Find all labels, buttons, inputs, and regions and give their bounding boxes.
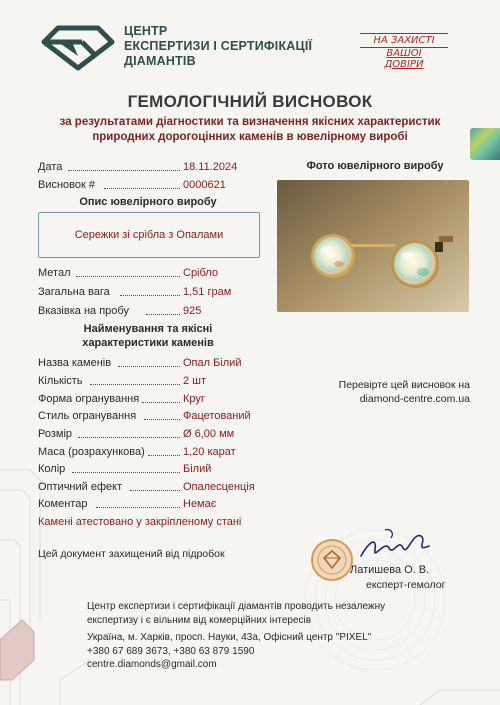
hallmark-label: Вказівка на пробу (38, 305, 129, 317)
stone-color-value: Білий (183, 463, 212, 475)
stone-shape-value: Круг (183, 393, 205, 405)
expert-role: експерт-гемолог (366, 579, 446, 591)
stone-name-value: Опал Білий (183, 357, 242, 369)
stone-comment-row (38, 497, 258, 511)
hallmark-row (38, 304, 258, 318)
stone-size-row (38, 427, 258, 441)
expert-name: Латишева О. В. (350, 564, 430, 576)
footer-line1: Центр експертизи і сертифікації діамантів проводить незалежну (87, 601, 386, 612)
stone-mass-row (38, 445, 258, 459)
org-name-line2: ЕКСПЕРТИЗИ І СЕРТИФІКАЦІЇ (124, 39, 313, 53)
weight-label: Загальна вага (38, 286, 110, 298)
stone-name-row (38, 356, 258, 370)
seal-icon (310, 538, 354, 582)
stones-heading (38, 322, 258, 350)
corner-ornament (0, 620, 34, 680)
slogan-line3: ДОВІРИ (384, 59, 424, 70)
signature (355, 522, 435, 566)
slogan-line1: НА ЗАХИСТІ (360, 33, 448, 48)
stone-shape-label: Форма огранування (38, 393, 140, 405)
stone-count-row (38, 374, 258, 388)
organization-name (124, 24, 312, 69)
weight-row (38, 285, 258, 299)
footer (87, 600, 385, 672)
hologram-sticker (470, 128, 500, 160)
number-label: Висновок # (38, 179, 95, 191)
document-subtitle (20, 115, 480, 145)
document-title: ГЕМОЛОГІЧНИЙ ВИСНОВОК (127, 92, 373, 111)
date-value: 18.11.2024 (183, 161, 238, 173)
slogan-stamp (360, 33, 448, 70)
footer-email-link[interactable]: centre.diamonds@gmail.com (87, 659, 217, 670)
description-box (38, 212, 260, 258)
stone-style-row (38, 409, 258, 423)
diamond-logo-icon (38, 22, 118, 72)
metal-value: Срібло (183, 267, 218, 279)
verify-line1: Перевірте цей висновок на (338, 379, 470, 391)
number-value: 0000621 (183, 179, 226, 191)
slogan-line2: ВАШОЇ (386, 48, 422, 59)
weight-value: 1,51 грам (183, 286, 232, 298)
org-name-line1: ЦЕНТР (124, 24, 168, 38)
stone-count-value: 2 шт (183, 375, 207, 387)
footer-line2: експертизу і є вільним від комерційних інтересів (87, 614, 312, 626)
stone-size-label: Розмір (38, 428, 73, 440)
description-text: Сережки зі срібла з Опалами (74, 229, 224, 241)
stone-effect-value: Опалесценція (183, 481, 255, 493)
metal-label: Метал (38, 267, 71, 279)
certified-note: Камені атестовано у закріпленому стані (38, 516, 242, 528)
stone-comment-label: Коментар (38, 498, 88, 510)
verify-note (300, 378, 470, 406)
stones-heading-line2: характеристики каменів (82, 337, 214, 349)
date-row (38, 160, 258, 174)
subtitle-line2: природних дорогоцінних каменів в ювелірному виробі (92, 131, 408, 143)
stone-count-label: Кількість (38, 375, 83, 387)
metal-row (38, 266, 258, 280)
stone-color-label: Колір (38, 463, 66, 475)
stone-effect-label: Оптичний ефект (38, 481, 123, 493)
stone-color-row (38, 462, 258, 476)
date-label: Дата (38, 161, 63, 173)
number-row (38, 178, 258, 192)
stone-mass-value: 1,20 карат (183, 446, 236, 458)
stone-style-label: Стиль огранування (38, 410, 137, 422)
jewelry-photo (277, 180, 469, 312)
hallmark-value: 925 (183, 305, 202, 317)
description-heading: Опис ювелірного виробу (79, 196, 217, 208)
subtitle-line1: за результатами діагностики та визначення якісних характеристик (59, 116, 441, 128)
org-name-line3: ДІАМАНТІВ (124, 54, 196, 68)
protected-note: Цей документ захищений від підробок (38, 548, 225, 560)
photo-label: Фото ювелірного виробу (306, 160, 444, 172)
stone-shape-row (38, 392, 258, 406)
stone-style-value: Фацетований (183, 410, 251, 422)
stone-comment-value: Немає (183, 498, 217, 510)
stones-heading-line1: Найменування та якісні (83, 323, 213, 335)
footer-phones: +380 67 689 3673, +380 63 879 1590 (87, 645, 255, 657)
stone-name-label: Назва каменів (38, 357, 112, 369)
footer-address: Україна, м. Харків, просп. Науки, 43а, Офісний центр "PIXEL" (87, 632, 372, 643)
stone-effect-row (38, 480, 258, 494)
stone-mass-label: Маса (розрахункова) (38, 446, 145, 458)
stone-size-value: Ø 6,00 мм (183, 428, 235, 440)
verify-website-link[interactable]: diamond-centre.com.ua (359, 393, 470, 405)
